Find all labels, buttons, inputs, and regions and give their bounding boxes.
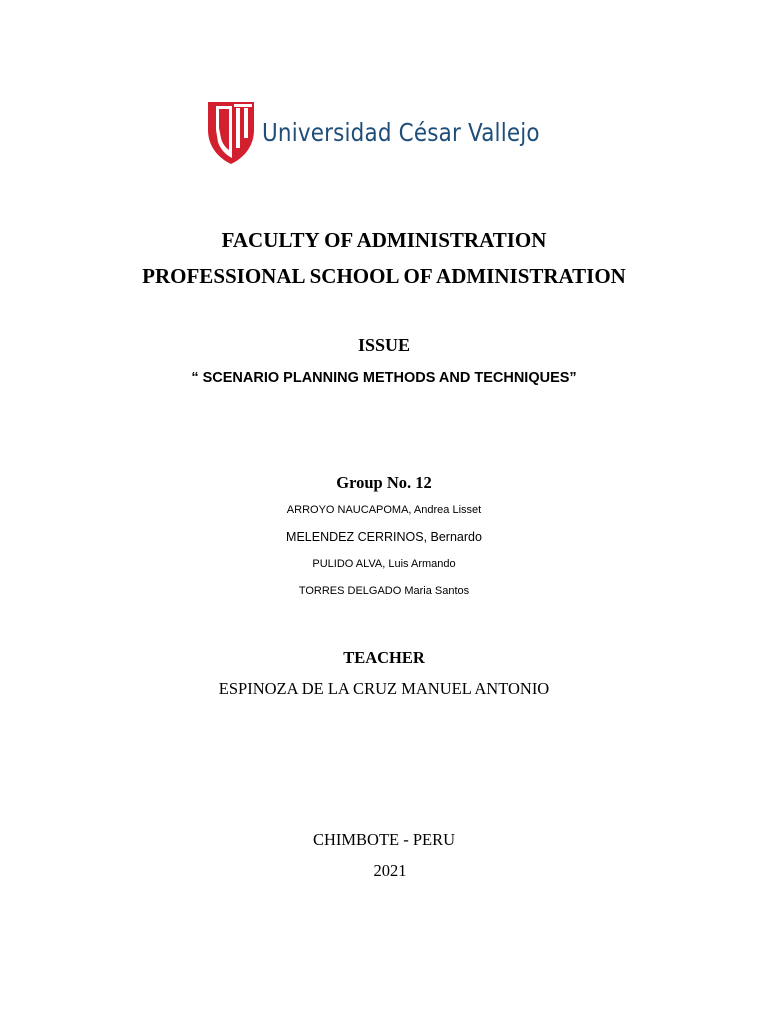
group-title: Group No. 12 bbox=[336, 473, 432, 492]
issue-label: ISSUE bbox=[357, 335, 411, 355]
group-member: PULIDO ALVA, Luis Armando bbox=[312, 558, 456, 570]
faculty-title: FACULTY OF ADMINISTRATION bbox=[221, 228, 547, 252]
topic-title: “ SCENARIO PLANNING METHODS AND TECHNIQUES” bbox=[191, 370, 577, 386]
group-member: ARROYO NAUCAPOMA, Andrea Lisset bbox=[286, 504, 482, 516]
school-title: PROFESSIONAL SCHOOL OF ADMINISTRATION bbox=[142, 264, 626, 288]
university-name: Universidad César Vallejo bbox=[262, 118, 540, 147]
group-member: MELENDEZ CERRINOS, Bernardo bbox=[286, 530, 482, 544]
teacher-label: TEACHER bbox=[343, 648, 425, 667]
location: CHIMBOTE - PERU bbox=[312, 830, 456, 849]
teacher-name: ESPINOZA DE LA CRUZ MANUEL ANTONIO bbox=[218, 679, 550, 698]
group-member: TORRES DELGADO Maria Santos bbox=[298, 585, 470, 597]
ucv-shield-icon bbox=[206, 100, 256, 166]
year: 2021 bbox=[373, 861, 407, 880]
university-logo bbox=[206, 100, 556, 166]
